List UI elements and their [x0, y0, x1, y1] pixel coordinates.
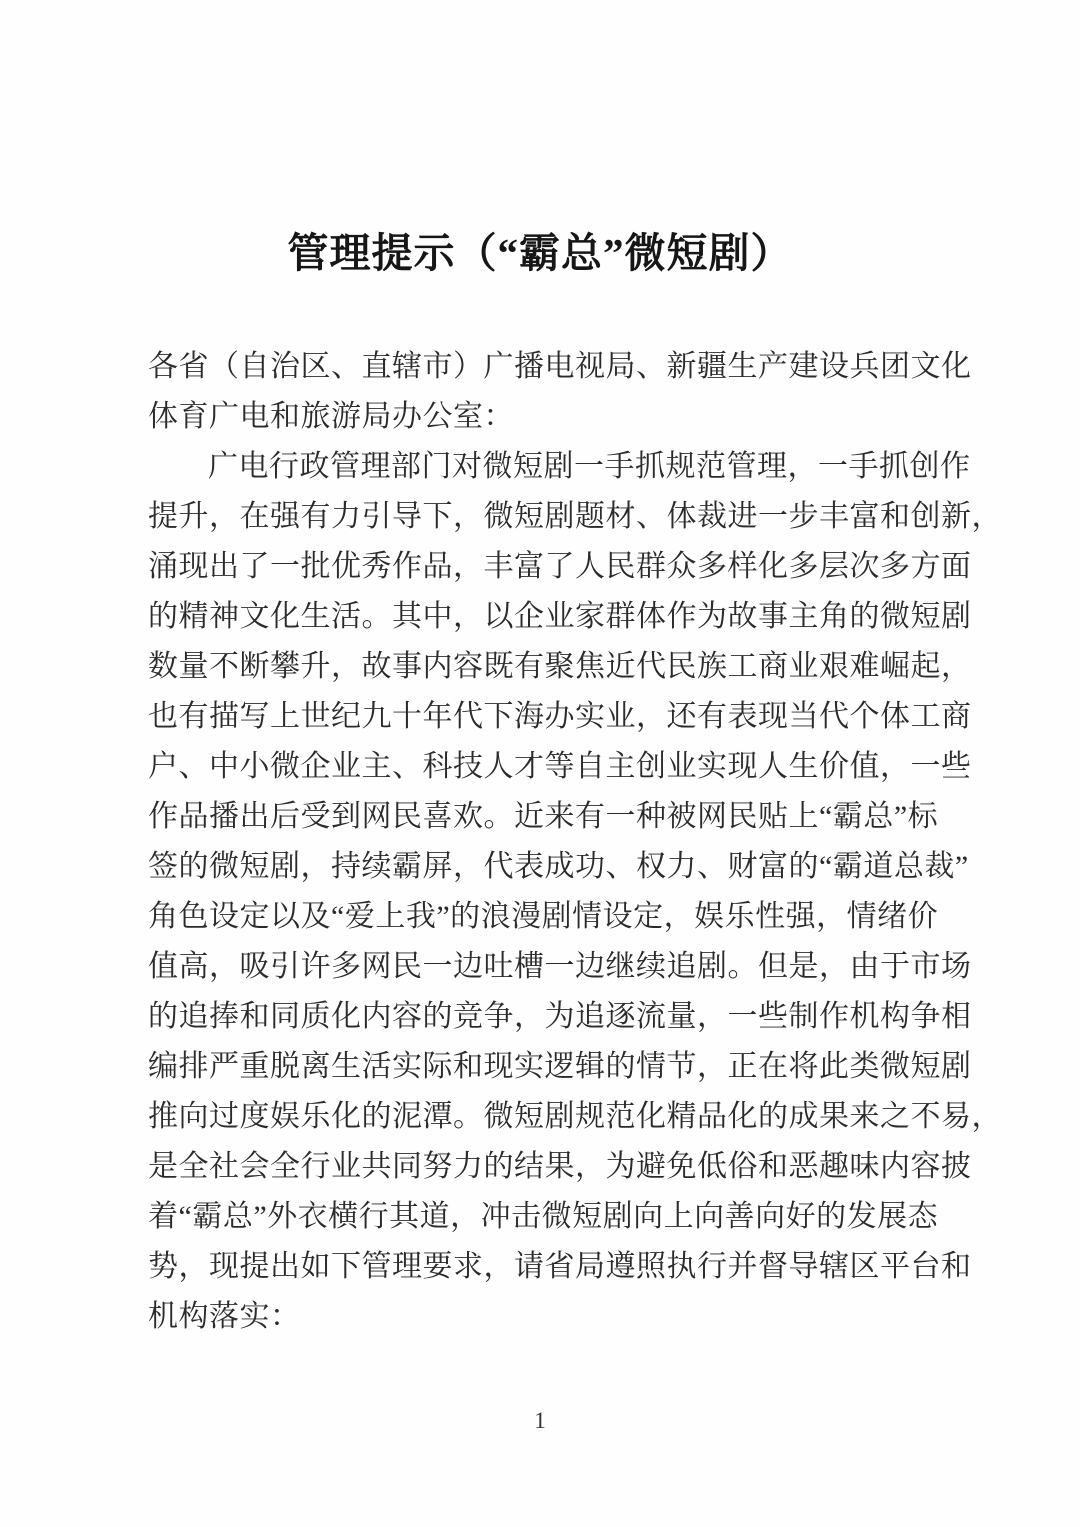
body-line: 的精神文化生活。其中，以企业家群体作为故事主角的微短剧	[148, 600, 972, 633]
body-line: 推向过度娱乐化的泥潭。微短剧规范化精品化的成果来之不易，	[148, 1100, 1002, 1133]
body-line: 值高，吸引许多网民一边吐槽一边继续追剧。但是，由于市场	[148, 950, 972, 983]
body-line: 签的微短剧，持续霸屏，代表成功、权力、财富的“霸道总裁”	[148, 850, 969, 883]
body-line: 势，现提出如下管理要求，请省局遵照执行并督导辖区平台和	[148, 1250, 972, 1283]
body-line: 广电行政管理部门对微短剧一手抓规范管理，一手抓创作	[208, 450, 971, 483]
body-line: 编排严重脱离生活实际和现实逻辑的情节，正在将此类微短剧	[148, 1050, 972, 1083]
document-body	[0, 342, 1080, 1342]
body-line: 涌现出了一批优秀作品，丰富了人民群众多样化多层次多方面	[148, 550, 972, 583]
page-number: 1	[534, 1408, 546, 1433]
body-line: 也有描写上世纪九十年代下海办实业，还有表现当代个体工商	[148, 700, 972, 733]
body-line: 户、中小微企业主、科技人才等自主创业实现人生价值，一些	[148, 750, 972, 783]
body-line: 着“霸总”外衣横行其道，冲击微短剧向上向善向好的发展态	[148, 1200, 939, 1233]
body-line: 角色设定以及“爱上我”的浪漫剧情设定，娱乐性强，情绪价	[148, 900, 939, 933]
body-line: 机构落实：	[148, 1300, 301, 1333]
salutation-line: 体育广电和旅游局办公室：	[148, 400, 514, 433]
salutation-line: 各省（自治区、直辖市）广播电视局、新疆生产建设兵团文化	[148, 350, 972, 383]
body-line: 是全社会全行业共同努力的结果，为避免低俗和恶趣味内容披	[148, 1150, 972, 1183]
document-title: 管理提示（“霸总”微短剧）	[287, 230, 793, 276]
body-line: 作品播出后受到网民喜欢。近来有一种被网民贴上“霸总”标	[148, 800, 939, 833]
body-line: 的追捧和同质化内容的竞争，为追逐流量，一些制作机构争相	[148, 1000, 972, 1033]
body-line: 提升，在强有力引导下，微短剧题材、体裁进一步丰富和创新，	[148, 500, 1002, 533]
body-line: 数量不断攀升，故事内容既有聚焦近代民族工商业艰难崛起，	[148, 650, 972, 683]
